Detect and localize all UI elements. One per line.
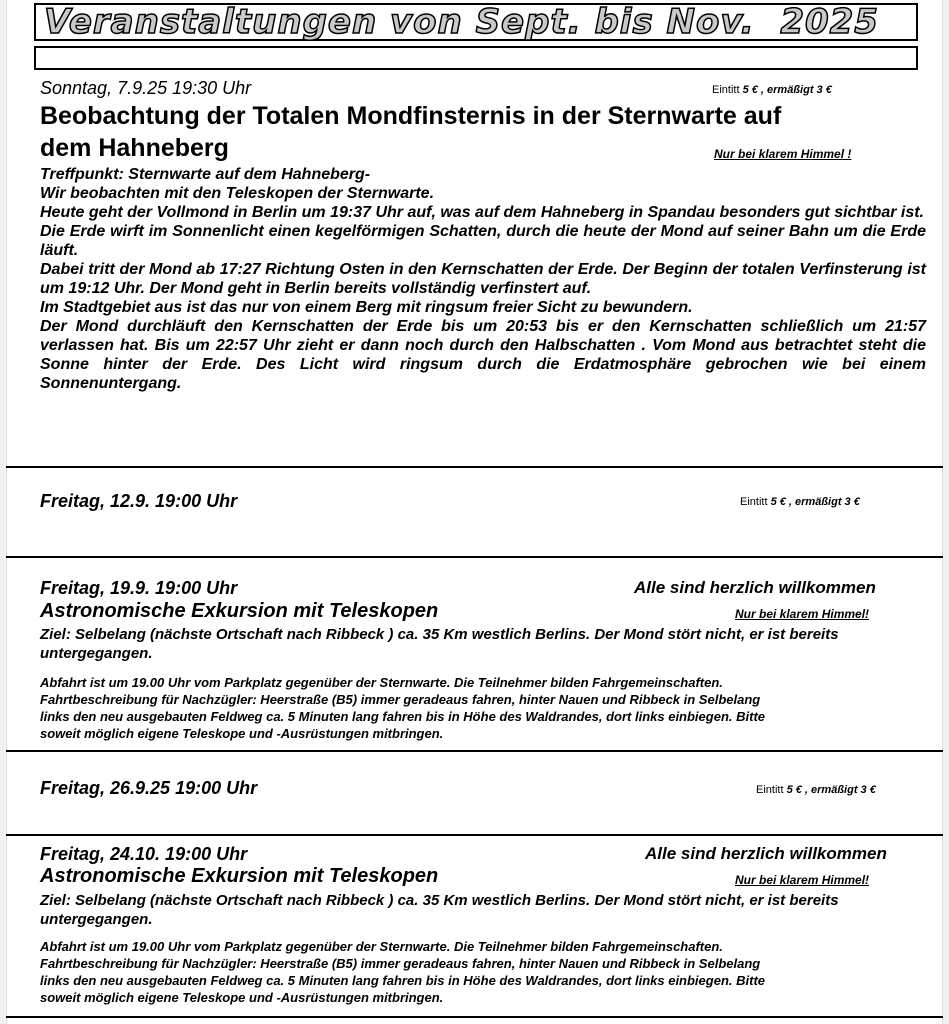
description-line: Heute geht der Vollmond in Berlin um 19:37 Uhr auf, was auf dem Hahneberg in Spandau besonders gut sichtbar ist.	[40, 204, 924, 221]
fee-amount: 5 € , ermäßigt 3 €	[786, 784, 876, 796]
empty-subtitle-box	[34, 46, 918, 70]
event-3-title: Astronomische Exkursion mit Teleskopen	[40, 600, 439, 622]
event-5-welcome: Alle sind herzlich willkommen	[645, 844, 887, 863]
divider	[6, 834, 943, 836]
departure-line: Abfahrt ist um 19.00 Uhr vom Parkplatz gegenüber der Sternwarte. Die Teilnehmer bilden Fahrgemeinschaften.	[40, 939, 723, 954]
event-3-date: Freitag, 19.9. 19:00 Uhr	[40, 578, 238, 598]
description-line: Wir beobachten mit den Teleskopen der Sternwarte.	[40, 185, 435, 202]
event-1-title-line-1: Beobachtung der Totalen Mondfinsternis in der Sternwarte auf	[40, 102, 782, 130]
event-3-departure	[40, 674, 920, 742]
page-edge-right	[942, 0, 949, 1024]
fee-amount: 5 € , ermäßigt 3 €	[770, 496, 860, 508]
event-4-date: Freitag, 26.9.25 19:00 Uhr	[40, 778, 258, 798]
description-line: Dabei tritt der Mond ab 17:27 Richtung Osten in den Kernschatten der Erde. Der Beginn der totalen Verfinsterung ist um 19:12 Uhr. Der Mond geht in Berlin bereits vollständig verfinstert auf.	[40, 261, 926, 297]
title-box	[34, 3, 918, 41]
event-4-fee	[756, 784, 876, 796]
description-line: Im Stadtgebiet aus ist das nur von einem Berg mit ringsum freier Sicht zu bewundern.	[40, 299, 693, 316]
fee-label: Eintitt	[740, 496, 768, 508]
page-title: Veranstaltungen von Sept. bis Nov. 2025	[44, 2, 879, 42]
fee-label: Eintitt	[756, 784, 784, 796]
divider	[6, 1016, 943, 1018]
event-2-fee	[740, 496, 860, 508]
departure-line: links den neu ausgebauten Feldweg ca. 5 Minuten lang fahren bis in Höhe des Waldrandes, dort links einbiegen. Bitte	[40, 973, 765, 988]
divider	[6, 750, 943, 752]
fee-label: Eintitt	[712, 84, 740, 96]
departure-line: Fahrtbeschreibung für Nachzügler: Heerstraße (B5) immer geradeaus fahren, hinter Nauen und Ribbeck in Selbelang	[40, 692, 761, 707]
event-3-welcome: Alle sind herzlich willkommen	[634, 578, 876, 597]
divider	[6, 556, 943, 558]
departure-line: soweit möglich eigene Teleskope und -Ausrüstungen mitbringen.	[40, 990, 444, 1005]
event-1-title-line-2: dem Hahneberg	[40, 134, 229, 162]
departure-line: Abfahrt ist um 19.00 Uhr vom Parkplatz gegenüber der Sternwarte. Die Teilnehmer bilden Fahrgemeinschaften.	[40, 675, 723, 690]
event-1-weather-note: Nur bei klarem Himmel !	[714, 147, 852, 161]
divider	[6, 466, 943, 468]
event-5-title: Astronomische Exkursion mit Teleskopen	[40, 865, 439, 887]
event-5-departure	[40, 938, 920, 1006]
event-5-weather-note: Nur bei klarem Himmel!	[735, 873, 870, 887]
event-5-destination: Ziel: Selbelang (nächste Ortschaft nach Ribbeck ) ca. 35 Km westlich Berlins. Der Mond stört nicht, er ist bereits untergegangen.	[40, 892, 839, 928]
event-1-description	[40, 165, 926, 393]
departure-line: soweit möglich eigene Teleskope und -Ausrüstungen mitbringen.	[40, 726, 444, 741]
event-5-date: Freitag, 24.10. 19:00 Uhr	[40, 844, 248, 864]
departure-line: links den neu ausgebauten Feldweg ca. 5 Minuten lang fahren bis in Höhe des Waldrandes, dort links einbiegen. Bitte	[40, 709, 765, 724]
event-2-date: Freitag, 12.9. 19:00 Uhr	[40, 491, 238, 511]
event-1-fee	[712, 84, 832, 96]
description-line: Der Mond durchläuft den Kernschatten der Erde bis um 20:53 bis er den Kernschatten schließlich um 21:57 verlassen hat. Bis um 22:57 Uhr zieht er dann noch durch den Halbschatten . Vom Mond aus betrachtet steht die Sonne hinter der Erde. Des Licht wird ringsum durch die Erdatmosphäre gebrochen wie bei einem Sonnenuntergang.	[40, 318, 926, 392]
description-line: Treffpunkt: Sternwarte auf dem Hahneberg-	[40, 166, 371, 183]
event-3-destination: Ziel: Selbelang (nächste Ortschaft nach Ribbeck ) ca. 35 Km westlich Berlins. Der Mond stört nicht, er ist bereits untergegangen.	[40, 626, 839, 662]
page-edge-left	[0, 0, 7, 1024]
description-line: Die Erde wirft im Sonnenlicht einen kegelförmigen Schatten, durch die heute der Mond auf seiner Bahn um die Erde läuft.	[40, 223, 926, 259]
fee-amount: 5 € , ermäßigt 3 €	[742, 84, 832, 96]
event-1-date: Sonntag, 7.9.25 19:30 Uhr	[40, 78, 252, 98]
departure-line: Fahrtbeschreibung für Nachzügler: Heerstraße (B5) immer geradeaus fahren, hinter Nauen und Ribbeck in Selbelang	[40, 956, 761, 971]
event-3-weather-note: Nur bei klarem Himmel!	[735, 607, 870, 621]
